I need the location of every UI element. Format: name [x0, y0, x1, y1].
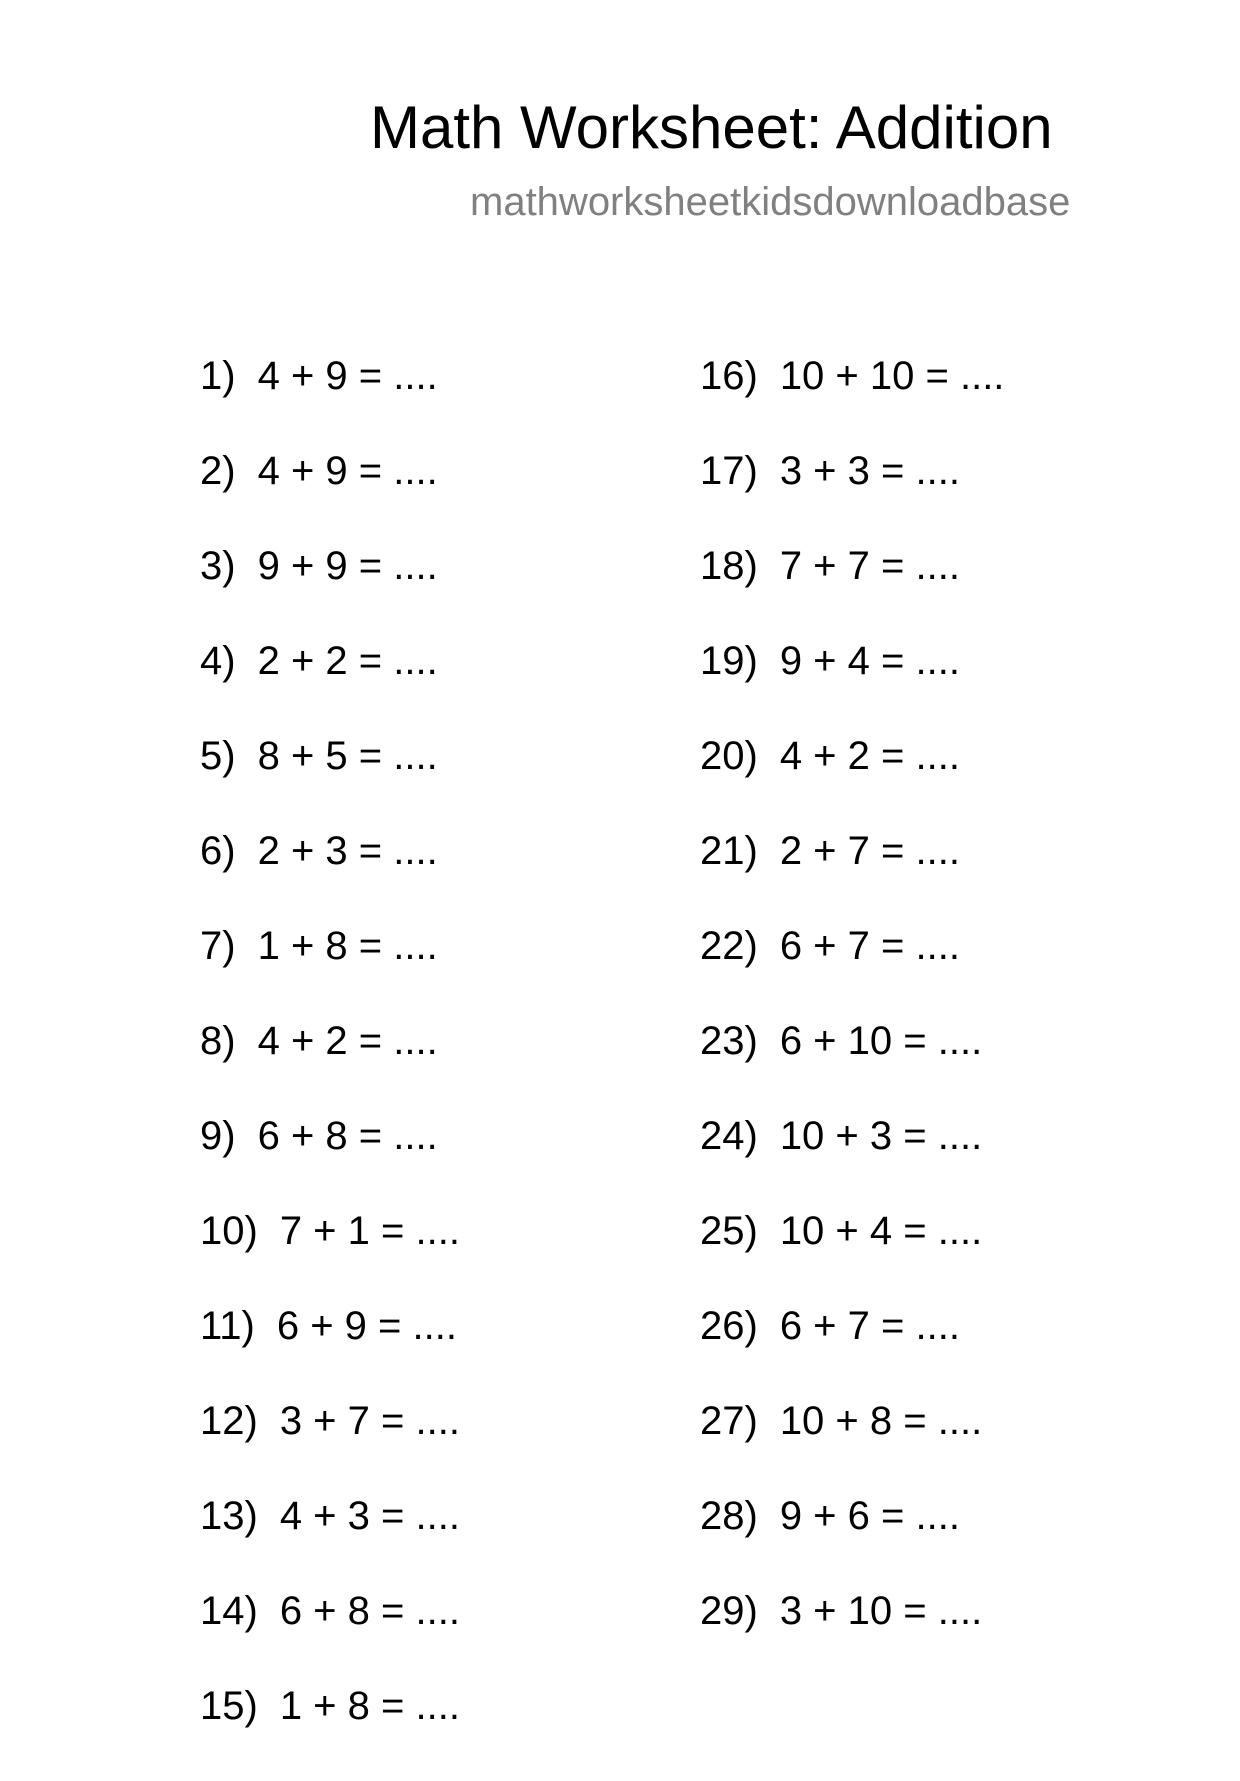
problem-expression: 6 + 8 = .... — [279, 1589, 460, 1633]
problem-number: 20) — [700, 734, 758, 778]
problem-number: 12) — [200, 1399, 258, 1443]
problem-expression: 1 + 8 = .... — [279, 1684, 460, 1728]
problem-expression: 4 + 2 = .... — [257, 1019, 438, 1063]
problem-expression: 6 + 7 = .... — [779, 1304, 960, 1348]
problem-item — [700, 1496, 1004, 1591]
problem-item — [200, 1401, 460, 1496]
problem-expression: 9 + 4 = .... — [779, 639, 960, 683]
problem-item — [200, 1021, 460, 1116]
problem-expression: 2 + 7 = .... — [779, 829, 960, 873]
problem-expression: 10 + 10 = .... — [779, 354, 1005, 398]
problem-expression: 4 + 9 = .... — [257, 449, 438, 493]
problem-number: 25) — [700, 1209, 758, 1253]
problem-item — [700, 1401, 1004, 1496]
problem-expression: 2 + 3 = .... — [257, 829, 438, 873]
problem-number: 15) — [200, 1684, 258, 1728]
problem-item — [200, 546, 460, 641]
problem-expression: 10 + 3 = .... — [779, 1114, 983, 1158]
problem-column-left — [200, 356, 460, 1781]
problem-item — [700, 831, 1004, 926]
problem-expression: 7 + 7 = .... — [779, 544, 960, 588]
problem-expression: 9 + 9 = .... — [257, 544, 438, 588]
problem-item — [700, 736, 1004, 831]
problem-item — [200, 1306, 460, 1401]
problem-column-right — [700, 356, 1004, 1686]
problem-expression: 4 + 9 = .... — [257, 354, 438, 398]
problem-number: 7) — [200, 924, 236, 968]
problem-number: 5) — [200, 734, 236, 778]
problem-number: 6) — [200, 829, 236, 873]
problem-item — [200, 1591, 460, 1686]
problem-number: 29) — [700, 1589, 758, 1633]
problem-expression: 6 + 8 = .... — [257, 1114, 438, 1158]
problem-item — [200, 451, 460, 546]
problem-item — [200, 831, 460, 926]
problem-item — [700, 641, 1004, 736]
problem-item — [700, 356, 1004, 451]
problem-number: 14) — [200, 1589, 258, 1633]
problem-item — [700, 1116, 1004, 1211]
problem-expression: 9 + 6 = .... — [779, 1494, 960, 1538]
problem-item — [200, 356, 460, 451]
problem-expression: 7 + 1 = .... — [279, 1209, 460, 1253]
problem-expression: 1 + 8 = .... — [257, 924, 438, 968]
problem-expression: 10 + 8 = .... — [779, 1399, 983, 1443]
problem-item — [200, 926, 460, 1021]
problem-number: 8) — [200, 1019, 236, 1063]
problem-number: 23) — [700, 1019, 758, 1063]
problem-number: 9) — [200, 1114, 236, 1158]
problem-number: 27) — [700, 1399, 758, 1443]
problem-number: 18) — [700, 544, 758, 588]
page-subtitle: mathworksheetkidsdownloadbase — [470, 180, 1071, 224]
problem-number: 4) — [200, 639, 236, 683]
problem-number: 24) — [700, 1114, 758, 1158]
problem-number: 17) — [700, 449, 758, 493]
problem-expression: 3 + 3 = .... — [779, 449, 960, 493]
problem-expression: 6 + 10 = .... — [779, 1019, 983, 1063]
problem-number: 22) — [700, 924, 758, 968]
problem-item — [700, 926, 1004, 1021]
problem-number: 1) — [200, 354, 236, 398]
problem-number: 28) — [700, 1494, 758, 1538]
problem-expression: 2 + 2 = .... — [257, 639, 438, 683]
problem-item — [200, 641, 460, 736]
problem-expression: 3 + 10 = .... — [779, 1589, 983, 1633]
problem-number: 10) — [200, 1209, 258, 1253]
problem-expression: 8 + 5 = .... — [257, 734, 438, 778]
problem-expression: 6 + 9 = .... — [276, 1304, 457, 1348]
problem-item — [700, 546, 1004, 641]
problem-number: 16) — [700, 354, 758, 398]
page-title: Math Worksheet: Addition — [370, 94, 1053, 161]
problem-item — [200, 736, 460, 831]
problem-item — [700, 1306, 1004, 1401]
problem-item — [700, 1021, 1004, 1116]
problem-number: 11) — [200, 1304, 255, 1348]
problem-expression: 10 + 4 = .... — [779, 1209, 983, 1253]
problem-number: 2) — [200, 449, 236, 493]
problem-number: 3) — [200, 544, 236, 588]
problem-item — [200, 1116, 460, 1211]
problem-number: 13) — [200, 1494, 258, 1538]
problem-expression: 3 + 7 = .... — [279, 1399, 460, 1443]
problem-expression: 6 + 7 = .... — [779, 924, 960, 968]
problem-expression: 4 + 3 = .... — [279, 1494, 460, 1538]
problem-item — [700, 1211, 1004, 1306]
problem-expression: 4 + 2 = .... — [779, 734, 960, 778]
problem-number: 21) — [700, 829, 758, 873]
problem-item — [200, 1211, 460, 1306]
problem-number: 26) — [700, 1304, 758, 1348]
problem-item — [200, 1686, 460, 1781]
problem-item — [700, 1591, 1004, 1686]
problem-item — [700, 451, 1004, 546]
problem-number: 19) — [700, 639, 758, 683]
problem-item — [200, 1496, 460, 1591]
